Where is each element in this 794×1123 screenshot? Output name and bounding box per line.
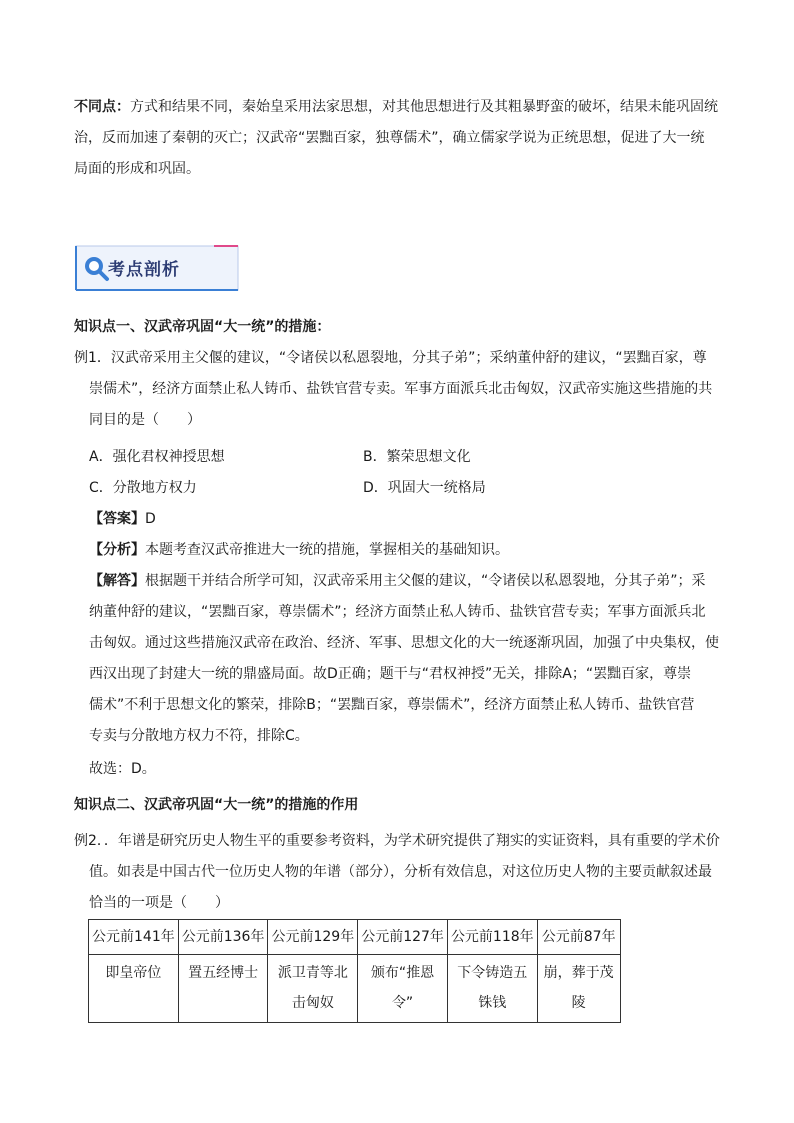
question-line: 恰当的一项是（ ） [89,895,229,911]
intro-line: 局面的形成和巩固。 [74,161,200,177]
question-line: 崇儒术”，经济方面禁止私人铸币、盐铁官营专卖。军事方面派兵北击匈奴，汉武帝实施这些措施的共 [89,381,713,397]
answer-tag: 【答案】 [89,511,145,527]
solution-line: 专卖与分散地方权力不符，排除C。 [89,728,309,744]
intro-line: 治，反而加速了秦朝的灭亡；汉武帝“罢黜百家，独尊儒术”，确立儒家学说为正统思想，促进了大一统 [74,130,705,146]
section-heading-1: 知识点一、汉武帝巩固“大一统”的措施： [74,319,331,335]
solution [89,566,724,752]
table-cell: 置五经博士 [178,955,268,1023]
section-heading-2: 知识点二、汉武帝巩固“大一统”的措施的作用 [74,797,359,813]
table-header-cell: 公元前141年 [89,920,179,955]
answer-text: D [145,511,156,527]
question-line: 值。如表是中国古代一位历史人物的年谱（部分），分析有效信息，对这位历史人物的主要贡献叙述最 [89,864,712,880]
analysis [89,535,509,566]
banner-title: 考点剖析 [108,260,180,280]
question-line: 汉武帝采用主父偃的建议，“令诸侯以私恩裂地，分其子弟”；采纳董仲舒的建议，“罢黜百家，尊 [110,350,707,366]
question-line: ．年谱是研究历史人物生平的重要参考资料，为学术研究提供了翔实的实证资料，具有重要的学术价 [103,833,720,849]
solution-tag: 【解答】 [89,573,145,589]
table-row [89,955,621,1023]
question-label: 例1． [74,350,111,366]
table-cell: 派卫青等北击匈奴 [268,955,358,1023]
question-1 [74,343,724,436]
intro-paragraph [74,92,724,185]
table-cell: 颁布“推恩令” [358,955,448,1023]
solution-line: 根据题干并结合所学可知，汉武帝采用主父偃的建议，“令诸侯以私恩裂地，分其子弟”；采 [145,573,706,589]
table-header-cell: 公元前129年 [268,920,358,955]
section-banner [74,242,242,296]
table-header-row [89,920,621,955]
final-choice: 故选：D。 [89,761,156,777]
option-b[interactable]: B．繁荣思想文化 [363,449,471,465]
option-d[interactable]: D．巩固大一统格局 [363,480,486,496]
analysis-tag: 【分析】 [89,542,145,558]
solution-line: 击匈奴。通过这些措施汉武帝在政治、经济、军事、思想文化的大一统逐渐巩固，加强了中央集权，使 [89,635,719,651]
intro-line: 方式和结果不同，秦始皇采用法家思想，对其他思想进行及其粗暴野蛮的破坏，结果未能巩固统 [130,99,718,115]
table-header-cell: 公元前118年 [447,920,537,955]
table-header-cell: 公元前87年 [537,920,620,955]
answer [89,504,156,535]
question-2 [74,826,724,919]
table-cell: 即皇帝位 [89,955,179,1023]
table-header-cell: 公元前127年 [358,920,448,955]
solution-line: 西汉出现了封建大一统的鼎盛局面。故D正确；题干与“君权神授”无关，排除A；“罢黜百家，尊崇 [89,666,692,682]
intro-label: 不同点： [74,99,130,115]
question-line: 同目的是（ ） [89,412,201,428]
magnifier-icon [82,254,110,282]
table-cell: 崩，葬于茂陵 [537,955,620,1023]
table-header-cell: 公元前136年 [178,920,268,955]
analysis-text: 本题考查汉武帝推进大一统的措施，掌握相关的基础知识。 [145,542,509,558]
chronology-table [88,919,621,1023]
question-label: 例2． [74,833,104,849]
solution-line: 儒术”不利于思想文化的繁荣，排除B；“罢黜百家，尊崇儒术”，经济方面禁止私人铸币、盐铁官营 [89,697,695,713]
table-cell: 下令铸造五铢钱 [447,955,537,1023]
option-a[interactable]: A．强化君权神授思想 [89,449,225,465]
solution-line: 纳董仲舒的建议，“罢黜百家，尊崇儒术”；经济方面禁止私人铸币、盐铁官营专卖；军事方面派兵北 [89,604,706,620]
option-c[interactable]: C．分散地方权力 [89,480,197,496]
